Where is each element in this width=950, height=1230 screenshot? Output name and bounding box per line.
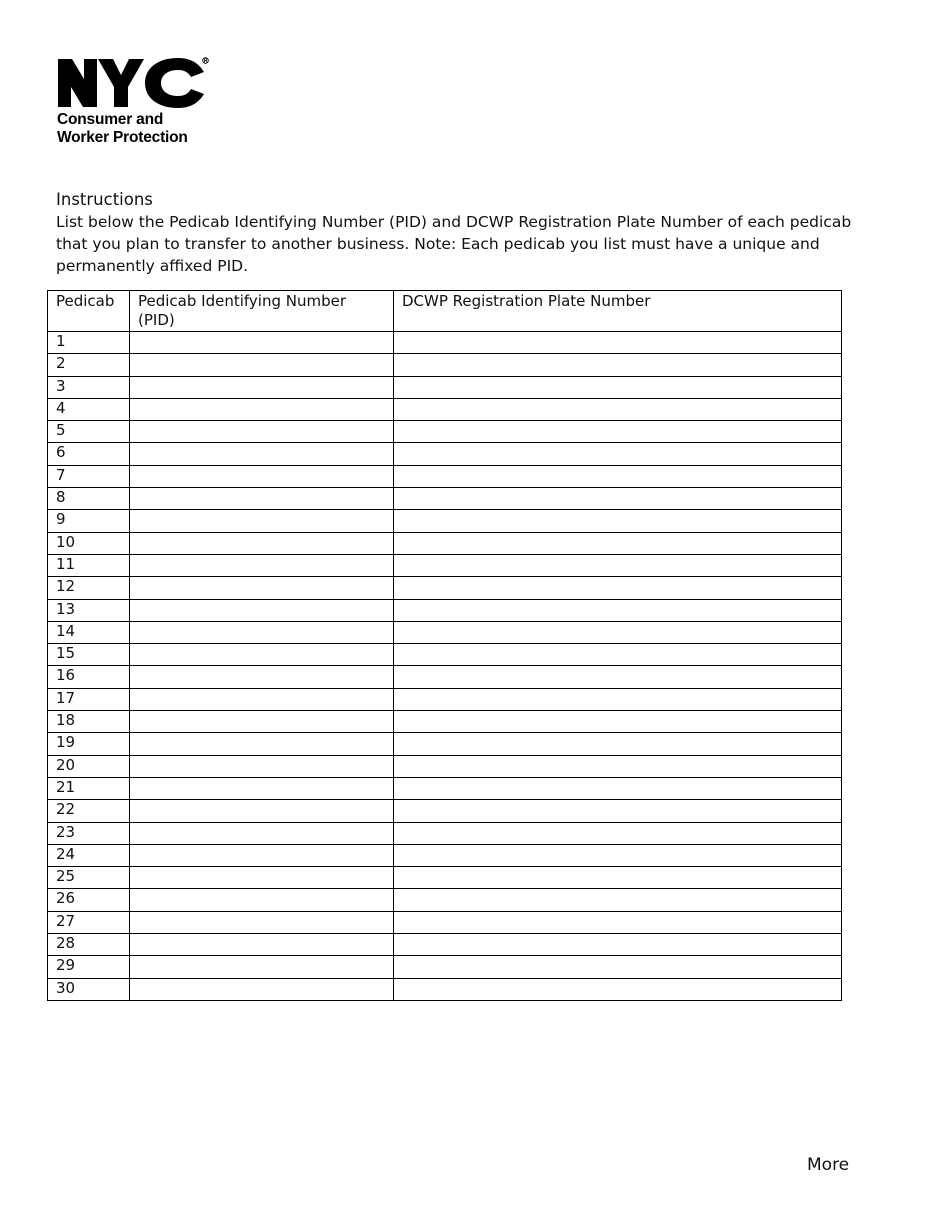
- table-row: [48, 554, 842, 576]
- table-row: [48, 421, 842, 443]
- table-row: [48, 332, 842, 354]
- pid-entry-cell[interactable]: [130, 711, 394, 733]
- plate-number-entry-cell[interactable]: [394, 867, 842, 889]
- pedicab-number-cell: 6: [48, 443, 130, 465]
- plate-number-entry-cell[interactable]: [394, 978, 842, 1000]
- pedicab-number-cell: 12: [48, 577, 130, 599]
- plate-number-entry-cell[interactable]: [394, 421, 842, 443]
- pedicab-number-cell: 13: [48, 599, 130, 621]
- pedicab-number-cell: 22: [48, 800, 130, 822]
- plate-number-entry-cell[interactable]: [394, 889, 842, 911]
- table-row: [48, 532, 842, 554]
- plate-number-entry-cell[interactable]: [394, 777, 842, 799]
- plate-number-entry-cell[interactable]: [394, 844, 842, 866]
- pedicab-number-cell: 30: [48, 978, 130, 1000]
- pid-entry-cell[interactable]: [130, 911, 394, 933]
- pedicab-table: [47, 290, 842, 1001]
- pid-entry-cell[interactable]: [130, 465, 394, 487]
- pedicab-number-cell: 1: [48, 332, 130, 354]
- pid-entry-cell[interactable]: [130, 488, 394, 510]
- pid-entry-cell[interactable]: [130, 554, 394, 576]
- table-row: [48, 510, 842, 532]
- pedicab-number-cell: 17: [48, 688, 130, 710]
- plate-number-entry-cell[interactable]: [394, 688, 842, 710]
- plate-number-entry-cell[interactable]: [394, 599, 842, 621]
- table-row: [48, 688, 842, 710]
- table-row: [48, 666, 842, 688]
- pid-entry-cell[interactable]: [130, 800, 394, 822]
- pedicab-number-cell: 21: [48, 777, 130, 799]
- table-row: [48, 889, 842, 911]
- pedicab-number-cell: 11: [48, 554, 130, 576]
- pid-entry-cell[interactable]: [130, 376, 394, 398]
- table-row: [48, 978, 842, 1000]
- plate-number-entry-cell[interactable]: [394, 800, 842, 822]
- table-row: [48, 644, 842, 666]
- logo-text-line-1: Consumer and: [57, 111, 164, 128]
- table-row: [48, 800, 842, 822]
- pedicab-number-cell: 14: [48, 621, 130, 643]
- table-header-row: [48, 291, 842, 332]
- pid-entry-cell[interactable]: [130, 443, 394, 465]
- column-header-pid: Pedicab Identifying Number (PID): [130, 291, 394, 332]
- pid-entry-cell[interactable]: [130, 777, 394, 799]
- pedicab-number-cell: 9: [48, 510, 130, 532]
- plate-number-entry-cell[interactable]: [394, 956, 842, 978]
- pedicab-number-cell: 5: [48, 421, 130, 443]
- table-row: [48, 956, 842, 978]
- plate-number-entry-cell[interactable]: [394, 822, 842, 844]
- pid-entry-cell[interactable]: [130, 956, 394, 978]
- pid-entry-cell[interactable]: [130, 822, 394, 844]
- plate-number-entry-cell[interactable]: [394, 554, 842, 576]
- plate-number-entry-cell[interactable]: [394, 733, 842, 755]
- pedicab-number-cell: 20: [48, 755, 130, 777]
- pedicab-number-cell: 10: [48, 532, 130, 554]
- pedicab-number-cell: 26: [48, 889, 130, 911]
- table-body: [48, 332, 842, 1001]
- pid-entry-cell[interactable]: [130, 934, 394, 956]
- plate-number-entry-cell[interactable]: [394, 755, 842, 777]
- pid-entry-cell[interactable]: [130, 867, 394, 889]
- pid-entry-cell[interactable]: [130, 332, 394, 354]
- pedicab-number-cell: 7: [48, 465, 130, 487]
- plate-number-entry-cell[interactable]: [394, 577, 842, 599]
- pedicab-number-cell: 19: [48, 733, 130, 755]
- table-row: [48, 488, 842, 510]
- pid-entry-cell[interactable]: [130, 532, 394, 554]
- table-row: [48, 711, 842, 733]
- plate-number-entry-cell[interactable]: [394, 621, 842, 643]
- table-row: [48, 354, 842, 376]
- pid-entry-cell[interactable]: [130, 510, 394, 532]
- pid-entry-cell[interactable]: [130, 688, 394, 710]
- pid-entry-cell[interactable]: [130, 599, 394, 621]
- table-row: [48, 443, 842, 465]
- pedicab-number-cell: 23: [48, 822, 130, 844]
- table-row: [48, 844, 842, 866]
- table-row: [48, 376, 842, 398]
- plate-number-entry-cell[interactable]: [394, 465, 842, 487]
- plate-number-entry-cell[interactable]: [394, 376, 842, 398]
- table-row: [48, 777, 842, 799]
- plate-number-entry-cell[interactable]: [394, 934, 842, 956]
- instructions-body: List below the Pedicab Identifying Number (PID) and DCWP Registration Plate Number of each pedicab that you plan to transfer to another business. Note: Each pedicab you list must have a unique and permanently affixed PID.: [56, 213, 852, 275]
- pedicab-number-cell: 29: [48, 956, 130, 978]
- pedicab-number-cell: 15: [48, 644, 130, 666]
- plate-number-entry-cell[interactable]: [394, 532, 842, 554]
- plate-number-entry-cell[interactable]: [394, 711, 842, 733]
- instructions-section: [56, 190, 856, 277]
- table-row: [48, 465, 842, 487]
- table-row: [48, 822, 842, 844]
- plate-number-entry-cell[interactable]: [394, 354, 842, 376]
- plate-number-entry-cell[interactable]: [394, 911, 842, 933]
- nyc-dcwp-logo: [57, 56, 217, 147]
- pid-entry-cell[interactable]: [130, 644, 394, 666]
- pid-entry-cell[interactable]: [130, 844, 394, 866]
- logo-text-line-2: Worker Protection: [57, 129, 188, 146]
- pid-entry-cell[interactable]: [130, 889, 394, 911]
- pedicab-number-cell: 8: [48, 488, 130, 510]
- instructions-heading: Instructions: [56, 190, 153, 209]
- column-header-plate-number: DCWP Registration Plate Number: [394, 291, 842, 332]
- pid-entry-cell[interactable]: [130, 666, 394, 688]
- pid-entry-cell[interactable]: [130, 755, 394, 777]
- table-row: [48, 398, 842, 420]
- plate-number-entry-cell[interactable]: [394, 443, 842, 465]
- pid-entry-cell[interactable]: [130, 978, 394, 1000]
- pid-entry-cell[interactable]: [130, 733, 394, 755]
- pedicab-number-cell: 18: [48, 711, 130, 733]
- plate-number-entry-cell[interactable]: [394, 510, 842, 532]
- plate-number-entry-cell[interactable]: [394, 398, 842, 420]
- pedicab-number-cell: 24: [48, 844, 130, 866]
- pid-entry-cell[interactable]: [130, 421, 394, 443]
- pedicab-number-cell: 2: [48, 354, 130, 376]
- table-row: [48, 621, 842, 643]
- plate-number-entry-cell[interactable]: [394, 644, 842, 666]
- plate-number-entry-cell[interactable]: [394, 332, 842, 354]
- table-row: [48, 733, 842, 755]
- pedicab-number-cell: 3: [48, 376, 130, 398]
- column-header-pedicab: Pedicab: [48, 291, 130, 332]
- plate-number-entry-cell[interactable]: [394, 488, 842, 510]
- pedicab-number-cell: 4: [48, 398, 130, 420]
- more-link[interactable]: More: [807, 1155, 850, 1175]
- nyc-logo-icon: [57, 56, 209, 110]
- pedicab-number-cell: 27: [48, 911, 130, 933]
- pid-entry-cell[interactable]: [130, 354, 394, 376]
- pedicab-number-cell: 25: [48, 867, 130, 889]
- pid-entry-cell[interactable]: [130, 398, 394, 420]
- pedicab-number-cell: 28: [48, 934, 130, 956]
- table-row: [48, 755, 842, 777]
- table-row: [48, 934, 842, 956]
- table-row: [48, 867, 842, 889]
- table-row: [48, 577, 842, 599]
- pedicab-number-cell: 16: [48, 666, 130, 688]
- table-row: [48, 911, 842, 933]
- pid-entry-cell[interactable]: [130, 621, 394, 643]
- table-row: [48, 599, 842, 621]
- pid-entry-cell[interactable]: [130, 577, 394, 599]
- plate-number-entry-cell[interactable]: [394, 666, 842, 688]
